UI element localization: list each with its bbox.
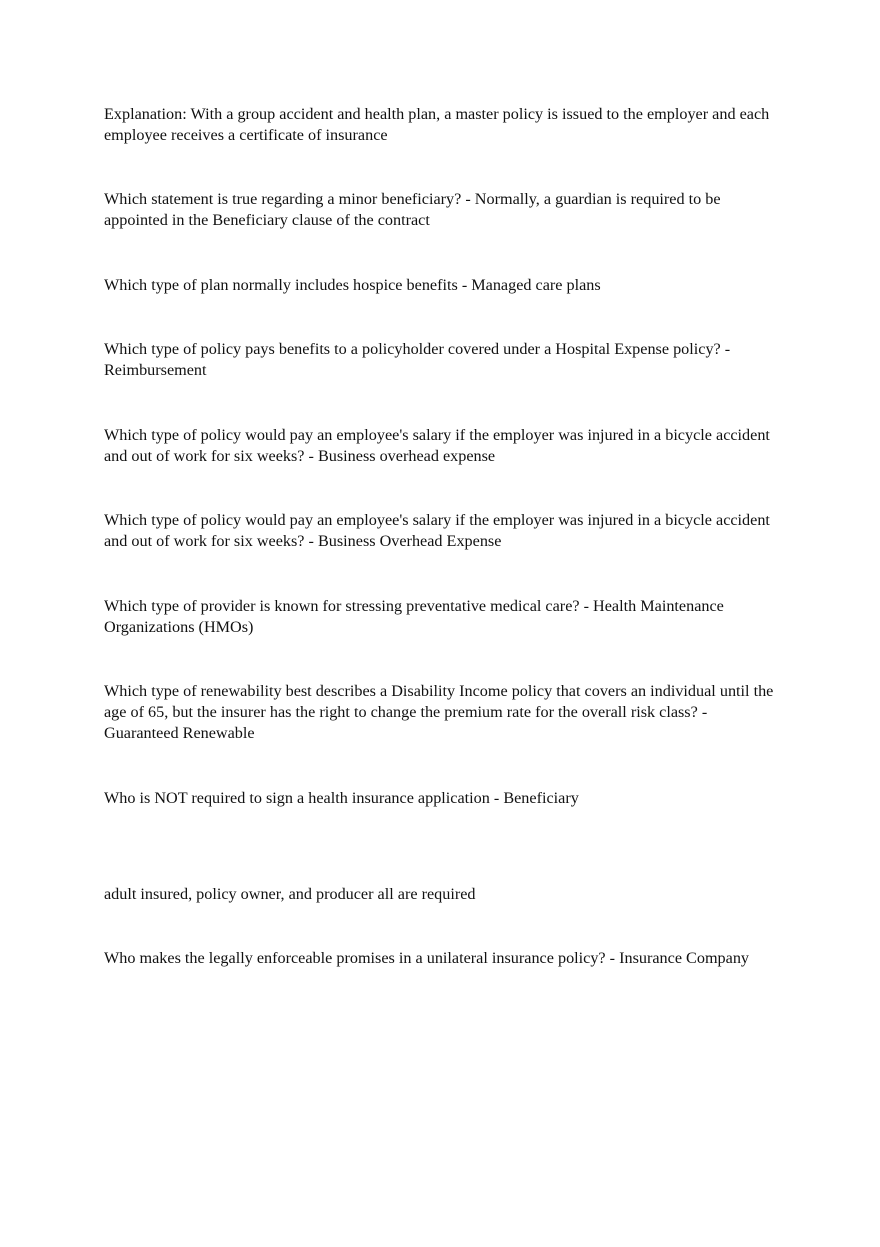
qa-unilateral-policy: Who makes the legally enforceable promises in a unilateral insurance policy? - Insurance Company — [104, 949, 750, 967]
qa-preventative-care: Which type of provider is known for stressing preventative medical care? - Health Maintenance Organizations (HMOs) — [104, 597, 724, 636]
qa-business-overhead-2: Which type of policy would pay an employee's salary if the employer was injured in a bicycle accident and out of work for six weeks? - Business Overhead Expense — [104, 511, 770, 550]
qa-business-overhead-1: Which type of policy would pay an employee's salary if the employer was injured in a bicycle accident and out of work for six weeks? - Business overhead expense — [104, 426, 770, 465]
qa-minor-beneficiary: Which statement is true regarding a minor beneficiary? - Normally, a guardian is required to be appointed in the Beneficiary clause of the contract — [104, 190, 721, 229]
qa-renewability: Which type of renewability best describes a Disability Income policy that covers an individual until the age of 65, but the insurer has the right to change the premium rate for the overall risk class? - Guaranteed Renewable — [104, 682, 774, 742]
note-required-signers: adult insured, policy owner, and producer all are required — [104, 885, 476, 903]
qa-hospice-benefits: Which type of plan normally includes hospice benefits - Managed care plans — [104, 276, 601, 294]
qa-hospital-expense: Which type of policy pays benefits to a policyholder covered under a Hospital Expense policy? - Reimbursement — [104, 340, 731, 379]
explanation-paragraph: Explanation: With a group accident and health plan, a master policy is issued to the employer and each employee receives a certificate of insurance — [104, 105, 770, 144]
qa-not-required-to-sign: Who is NOT required to sign a health insurance application - Beneficiary — [104, 789, 579, 807]
